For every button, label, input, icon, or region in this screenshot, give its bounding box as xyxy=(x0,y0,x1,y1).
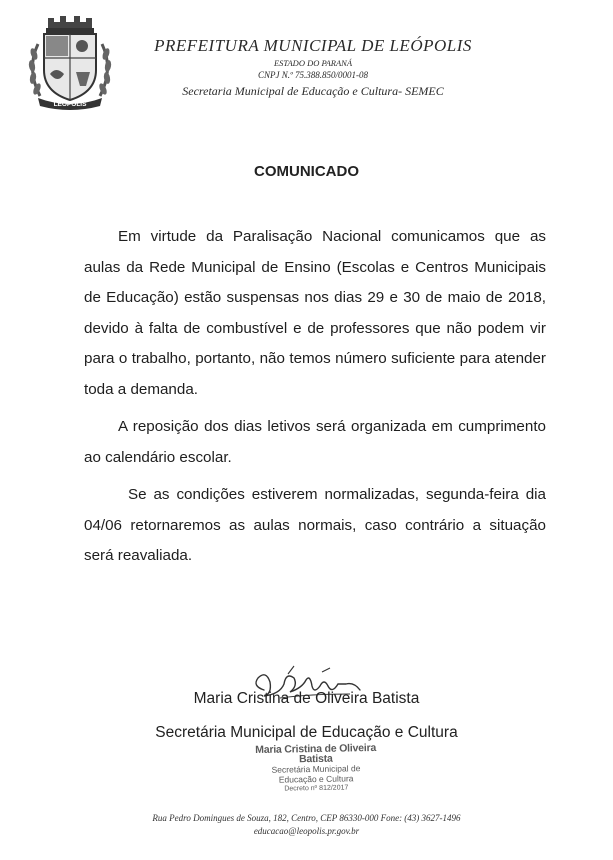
signatory-role: Secretária Municipal de Educação e Cultura xyxy=(155,724,458,741)
header-department: Secretaria Municipal de Educação e Cultura- SEMEC xyxy=(182,84,444,98)
header-title: PREFEITURA MUNICIPAL DE LEÓPOLIS xyxy=(154,36,472,55)
signatory-name: Maria Cristina de Oliveira Batista xyxy=(193,690,420,707)
document-heading: COMUNICADO xyxy=(254,163,359,180)
crest-banner-label: LEÓPOLIS xyxy=(53,101,87,108)
footer-email: educacao@leopolis.pr.gov.br xyxy=(253,826,360,836)
stamp-line-2: Educação e Cultura xyxy=(278,773,354,785)
header-cnpj: CNPJ N.º 75.388.850/0001-08 xyxy=(257,70,369,80)
body-paragraph: A reposição dos dias letivos será organizada em cumprimento ao calendário escolar. xyxy=(84,418,546,466)
document-body xyxy=(84,222,546,579)
stamp-name: Maria Cristina de Oliveira Batista xyxy=(255,741,377,766)
footer-address: Rua Pedro Domingues de Souza, 182, Centro, CEP 86330-000 Fone: (43) 3627-1496 xyxy=(152,813,461,823)
body-paragraph: Se as condições estiverem normalizadas, segunda-feira dia 04/06 retornaremos as aulas normais, caso contrário a situação será reavaliada. xyxy=(84,486,546,564)
official-stamp xyxy=(246,743,387,795)
body-paragraph: Em virtude da Paralisação Nacional comunicamos que as aulas da Rede Municipal de Ensino (Escolas e Centros Municipais de Educação) estão suspensas nos dias 29 e 30 de maio de 2018, devido à falta de combustível e de professores que não podem vir para o trabalho, portanto, não temos número suficiente para atender toda a demanda. xyxy=(84,228,546,398)
header-state: ESTADO DO PARANÁ xyxy=(273,58,353,68)
municipal-crest-icon xyxy=(24,14,116,110)
stamp-decree: Decreto nº 812/2017 xyxy=(284,784,349,793)
stamp-line-1: Secretária Municipal de xyxy=(271,763,361,775)
